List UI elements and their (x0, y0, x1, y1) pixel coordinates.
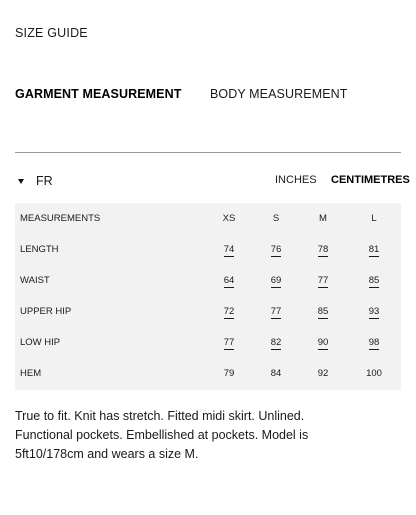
value-cell[interactable]: 77 (223, 337, 235, 348)
value-cell[interactable]: 69 (270, 275, 282, 286)
unit-toggle-inches[interactable]: INCHES (275, 174, 317, 186)
size-table (15, 203, 401, 390)
caret-down-icon (18, 179, 24, 184)
tab-body-measurement[interactable]: BODY MEASUREMENT (210, 87, 348, 101)
value-cell[interactable]: 90 (317, 337, 329, 348)
value-cell: 84 (270, 368, 282, 379)
value-cell[interactable]: 74 (223, 244, 235, 255)
divider (15, 152, 401, 153)
value-cell[interactable]: 76 (270, 244, 282, 255)
table-row (15, 327, 401, 358)
row-label: LENGTH (20, 244, 59, 255)
description-line: Functional pockets. Embellished at pockets. Model is (15, 428, 309, 442)
description-line: True to fit. Knit has stretch. Fitted midi skirt. Unlined. (15, 409, 305, 423)
row-label: HEM (20, 368, 42, 379)
description-line: 5ft10/178cm and wears a size M. (15, 447, 199, 461)
header-size-m: M (319, 213, 327, 224)
value-cell[interactable]: 85 (368, 275, 380, 286)
value-cell[interactable]: 82 (270, 337, 282, 348)
row-label: UPPER HIP (20, 306, 72, 317)
value-cell[interactable]: 78 (317, 244, 329, 255)
row-label: WAIST (20, 275, 50, 286)
header-size-l: L (371, 213, 377, 224)
header-label: MEASUREMENTS (20, 213, 101, 224)
table-header-row (15, 203, 401, 234)
value-cell[interactable]: 77 (270, 306, 282, 317)
page-title: SIZE GUIDE (15, 26, 88, 40)
value-cell[interactable]: 72 (223, 306, 235, 317)
value-cell[interactable]: 93 (368, 306, 380, 317)
value-cell: 100 (366, 368, 382, 379)
header-size-s: S (272, 213, 280, 224)
value-cell[interactable]: 77 (317, 275, 329, 286)
value-cell[interactable]: 81 (368, 244, 380, 255)
region-selector[interactable] (15, 173, 53, 189)
value-cell: 92 (317, 368, 329, 379)
region-label: FR (36, 174, 53, 188)
table-row (15, 265, 401, 296)
row-label: LOW HIP (20, 337, 61, 348)
table-row (15, 296, 401, 327)
table-row (15, 234, 401, 265)
tab-garment-measurement[interactable]: GARMENT MEASUREMENT (15, 87, 182, 101)
value-cell[interactable]: 64 (223, 275, 235, 286)
unit-toggle-centimetres[interactable]: CENTIMETRES (331, 174, 410, 186)
table-row (15, 358, 401, 389)
value-cell[interactable]: 85 (317, 306, 329, 317)
value-cell: 79 (223, 368, 235, 379)
product-description (15, 407, 315, 464)
value-cell[interactable]: 98 (368, 337, 380, 348)
header-size-xs: XS (222, 213, 236, 224)
